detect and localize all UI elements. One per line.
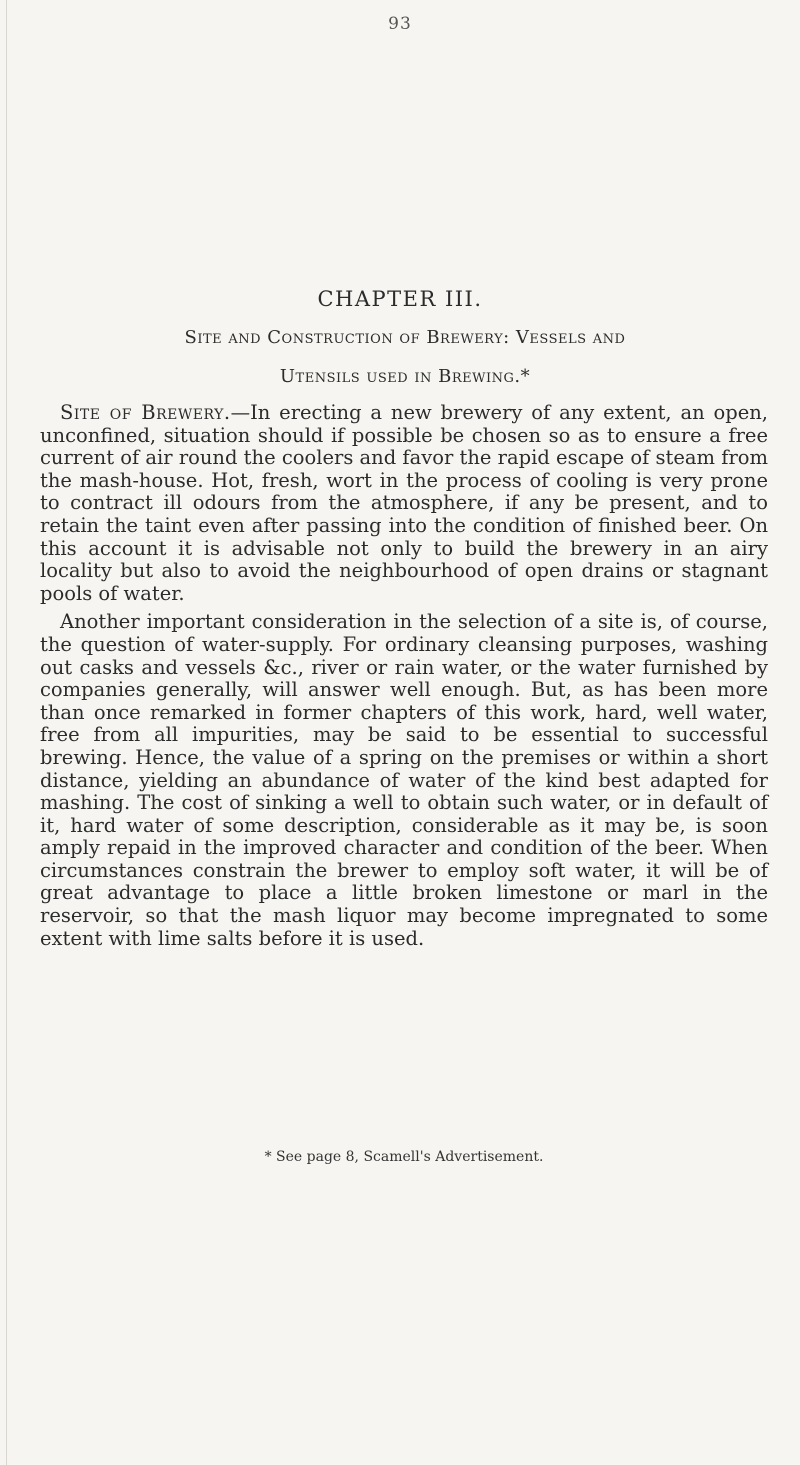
subtitle-line-2: Utensils used in Brewing.*	[279, 366, 531, 387]
body-text	[40, 402, 768, 956]
subtitle-line-1: Site and Construction of Brewery: Vessels and	[184, 327, 626, 348]
page-number: 93	[388, 14, 412, 34]
footnote: * See page 8, Scamell's Advertisement.	[264, 1149, 544, 1165]
chapter-title: CHAPTER III.	[317, 287, 483, 311]
chapter-subtitle	[40, 318, 770, 396]
page-edge-line	[6, 0, 7, 1465]
paragraph-water-supply: Another important consideration in the selection of a site is, of course, the question of water-supply. For ordinary cleansing purposes, washing out casks and vessels &c., river or rain water, or the water furnished by companies generally, will answer well enough. But, as has been more than once remarked in former chapters of this work, hard, well water, free from all impurities, may be said to be essential to successful brewing. Hence, the value of a spring on the premises or within a short distance, yielding an abundance of water of the kind best adapted for mashing. The cost of sinking a well to obtain such water, or in default of it, hard water of some description, considerable as it may be, is soon amply repaid in the improved character and condition of the beer. When circumstances constrain the brewer to employ soft water, it will be of great advantage to place a little broken limestone or marl in the reservoir, so that the mash liquor may become impregnated to some extent with lime salts before it is used.	[40, 610, 768, 950]
paragraph-site-of-brewery	[40, 402, 768, 605]
section-runin-heading: Site of Brewery.	[60, 401, 231, 424]
paragraph-1-text: —In erecting a new brewery of any extent, an open, unconfined, situation should if possible be chosen so as to ensure a free current of air round the coolers and favor the rapid escape of steam from the mash-house. Hot, fresh, wort in the process of cooling is very prone to contract ill odours from the atmosphere, if any be present, and to retain the taint even after passing into the condition of finished beer. On this account it is advisable not only to build the brewery in an airy locality but also to avoid the neighbourhood of open drains or stagnant pools of water.	[40, 401, 768, 605]
